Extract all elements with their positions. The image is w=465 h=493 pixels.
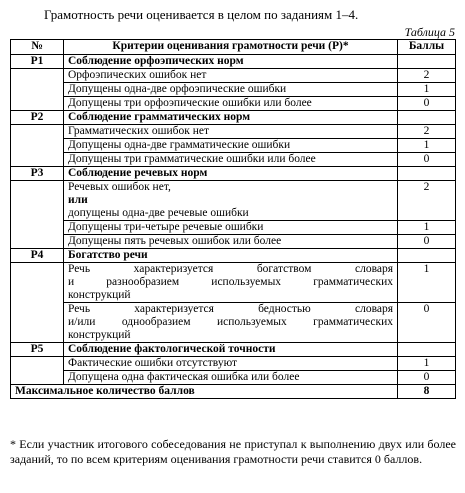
criterion-text-line: и разнообразием используемых грамматических xyxy=(68,276,393,288)
criterion-or: или xyxy=(68,194,88,206)
criterion-score: 2 xyxy=(398,125,456,139)
criterion-text: Допущены три-четыре речевые ошибки xyxy=(64,221,398,235)
criterion-text xyxy=(64,263,398,303)
criterion-text-line: конструкций xyxy=(68,329,131,341)
criterion-text: Допущены пять речевых ошибок или более xyxy=(64,235,398,249)
section-row-r4 xyxy=(11,249,456,263)
criterion-score: 2 xyxy=(398,69,456,83)
criterion-text: Грамматических ошибок нет xyxy=(64,125,398,139)
criterion-text: Допущены три грамматические ошибки или более xyxy=(64,153,398,167)
table-row xyxy=(11,235,456,249)
criterion-score: 0 xyxy=(398,235,456,249)
intro-text: Грамотность речи оценивается в целом по заданиям 1–4. xyxy=(44,7,359,22)
criterion-score: 1 xyxy=(398,139,456,153)
table-row xyxy=(11,357,456,371)
table-row xyxy=(11,97,456,111)
table-row xyxy=(11,221,456,235)
section-title: Соблюдение фактологической точности xyxy=(64,343,398,357)
criterion-text: Орфоэпических ошибок нет xyxy=(64,69,398,83)
criterion-text-line: Речь характеризуется богатством словаря xyxy=(68,263,393,275)
criterion-score: 1 xyxy=(398,357,456,371)
table-row xyxy=(11,263,456,303)
table-row xyxy=(11,303,456,343)
header-criteria: Критерии оценивания грамотности речи (Р)* xyxy=(64,40,398,55)
criterion-text: Допущена одна фактическая ошибка или более xyxy=(64,371,398,385)
table-row xyxy=(11,139,456,153)
section-row-r2 xyxy=(11,111,456,125)
section-row-r1 xyxy=(11,55,456,69)
criterion-text-line: допущены одна-две речевые ошибки xyxy=(68,207,249,219)
criterion-score: 0 xyxy=(398,303,456,343)
header-score: Баллы xyxy=(398,40,456,55)
criterion-score: 1 xyxy=(398,83,456,97)
criterion-text xyxy=(64,303,398,343)
criteria-table xyxy=(10,39,456,399)
section-id: Р1 xyxy=(11,55,64,69)
criterion-text xyxy=(64,181,398,221)
criterion-score: 1 xyxy=(398,263,456,303)
footnote: * Если участник итогового собеседования не приступал к выполнению двух или более заданий, то по всем критериям оценивания грамотности речи ставится 0 баллов. xyxy=(10,437,456,466)
section-id: Р3 xyxy=(11,167,64,181)
criterion-text: Допущены три орфоэпические ошибки или более xyxy=(64,97,398,111)
criterion-text-line: и/или однообразием используемых грамматических xyxy=(68,316,393,328)
section-id: Р2 xyxy=(11,111,64,125)
total-score: 8 xyxy=(398,385,456,399)
criterion-text-line: Речевых ошибок нет, xyxy=(68,181,171,193)
criterion-text: Допущены одна-две орфоэпические ошибки xyxy=(64,83,398,97)
criterion-score: 2 xyxy=(398,181,456,221)
table-row xyxy=(11,371,456,385)
criterion-score: 0 xyxy=(398,97,456,111)
total-row xyxy=(11,385,456,399)
criterion-score: 0 xyxy=(398,153,456,167)
section-title: Соблюдение грамматических норм xyxy=(64,111,398,125)
table-row xyxy=(11,181,456,221)
total-label: Максимальное количество баллов xyxy=(11,385,398,399)
table-row xyxy=(11,153,456,167)
criterion-score: 0 xyxy=(398,371,456,385)
criterion-text: Фактические ошибки отсутствуют xyxy=(64,357,398,371)
section-title: Соблюдение орфоэпических норм xyxy=(64,55,398,69)
table-row xyxy=(11,69,456,83)
section-id: Р5 xyxy=(11,343,64,357)
table-caption: Таблица 5 xyxy=(404,25,455,39)
section-row-r3 xyxy=(11,167,456,181)
table-row xyxy=(11,125,456,139)
section-row-r5 xyxy=(11,343,456,357)
criterion-text-line: Речь характеризуется бедностью словаря xyxy=(68,303,393,315)
section-id: Р4 xyxy=(11,249,64,263)
criterion-text: Допущены одна-две грамматические ошибки xyxy=(64,139,398,153)
table-header-row xyxy=(11,40,456,55)
criterion-text-line: конструкций xyxy=(68,289,131,301)
table-row xyxy=(11,83,456,97)
section-title: Богатство речи xyxy=(64,249,398,263)
section-title: Соблюдение речевых норм xyxy=(64,167,398,181)
criterion-score: 1 xyxy=(398,221,456,235)
header-num: № xyxy=(11,40,64,55)
